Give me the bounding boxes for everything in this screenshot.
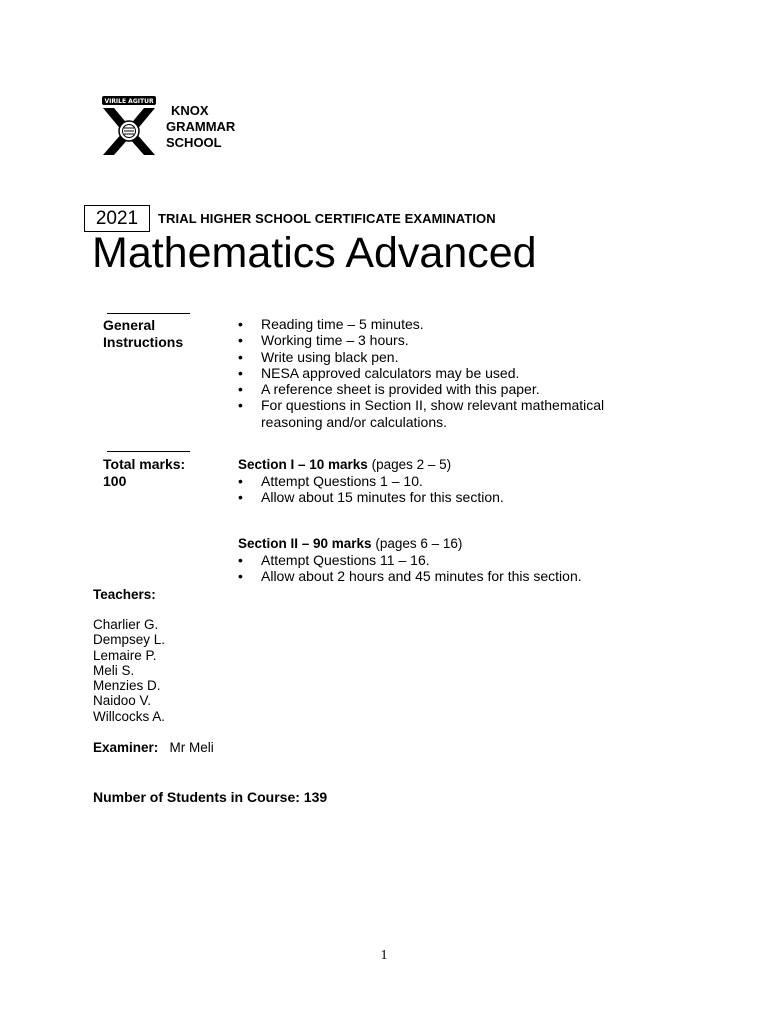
exam-year-box: 2021 [84,205,150,232]
general-instructions-list [238,316,628,430]
section-heading [238,457,628,473]
section-items [238,473,628,506]
label-line: Total marks: [103,456,186,472]
subject-title: Mathematics Advanced [92,229,537,277]
general-instructions-label [103,317,183,351]
teacher-name: Lemaire P. [93,647,157,663]
teachers-list [93,617,165,724]
list-item: • A reference sheet is provided with this paper. [238,381,628,397]
examiner-name: Mr Meli [169,740,214,755]
list-item: • Attempt Questions 11 – 16. [238,552,628,568]
total-marks-value: 100 [103,473,127,489]
school-crest-logo [100,95,158,157]
total-marks-label [103,456,185,490]
divider-rule [107,313,190,314]
student-count: Number of Students in Course: 139 [93,789,328,805]
examiner-line [93,740,214,755]
list-item: • Write using black pen. [238,349,628,365]
school-name [166,103,235,151]
school-name-line: KNOX [171,103,209,118]
teacher-name: Willcocks A. [93,708,166,724]
examiner-label: Examiner: [93,740,159,755]
section-one [238,457,628,506]
list-item: • NESA approved calculators may be used. [238,365,628,381]
section-pages: (pages 2 – 5) [371,457,452,472]
teacher-name: Naidoo V. [93,693,152,709]
school-name-line: GRAMMAR [166,119,236,134]
section-two [238,536,628,585]
section-title: Section II – 90 marks [238,536,372,551]
school-name-line: SCHOOL [166,135,222,150]
teacher-name: Charlier G. [93,617,159,632]
teacher-name: Dempsey L. [93,632,166,648]
list-item: • Working time – 3 hours. [238,332,628,348]
label-line: General [103,317,156,333]
section-pages: (pages 6 – 16) [375,536,463,551]
list-item: • Reading time – 5 minutes. [238,316,628,332]
crest-motto: VIRILE AGITUR [104,98,154,105]
teachers-label: Teachers: [93,587,156,602]
teacher-name: Menzies D. [93,678,161,694]
list-item: • For questions in Section II, show relevant mathematical reasoning and/or calculations. [238,397,628,430]
page-number: 1 [380,948,388,963]
section-title: Section I – 10 marks [238,457,368,472]
label-line: Instructions [103,334,184,350]
list-item: • Allow about 15 minutes for this section. [238,489,628,505]
exam-type: TRIAL HIGHER SCHOOL CERTIFICATE EXAMINATION [158,211,496,226]
list-item: • Allow about 2 hours and 45 minutes for this section. [238,568,628,584]
list-item: • Attempt Questions 1 – 10. [238,473,628,489]
teacher-name: Meli S. [93,662,135,678]
section-heading [238,536,628,552]
section-items [238,552,628,585]
divider-rule [107,451,190,452]
